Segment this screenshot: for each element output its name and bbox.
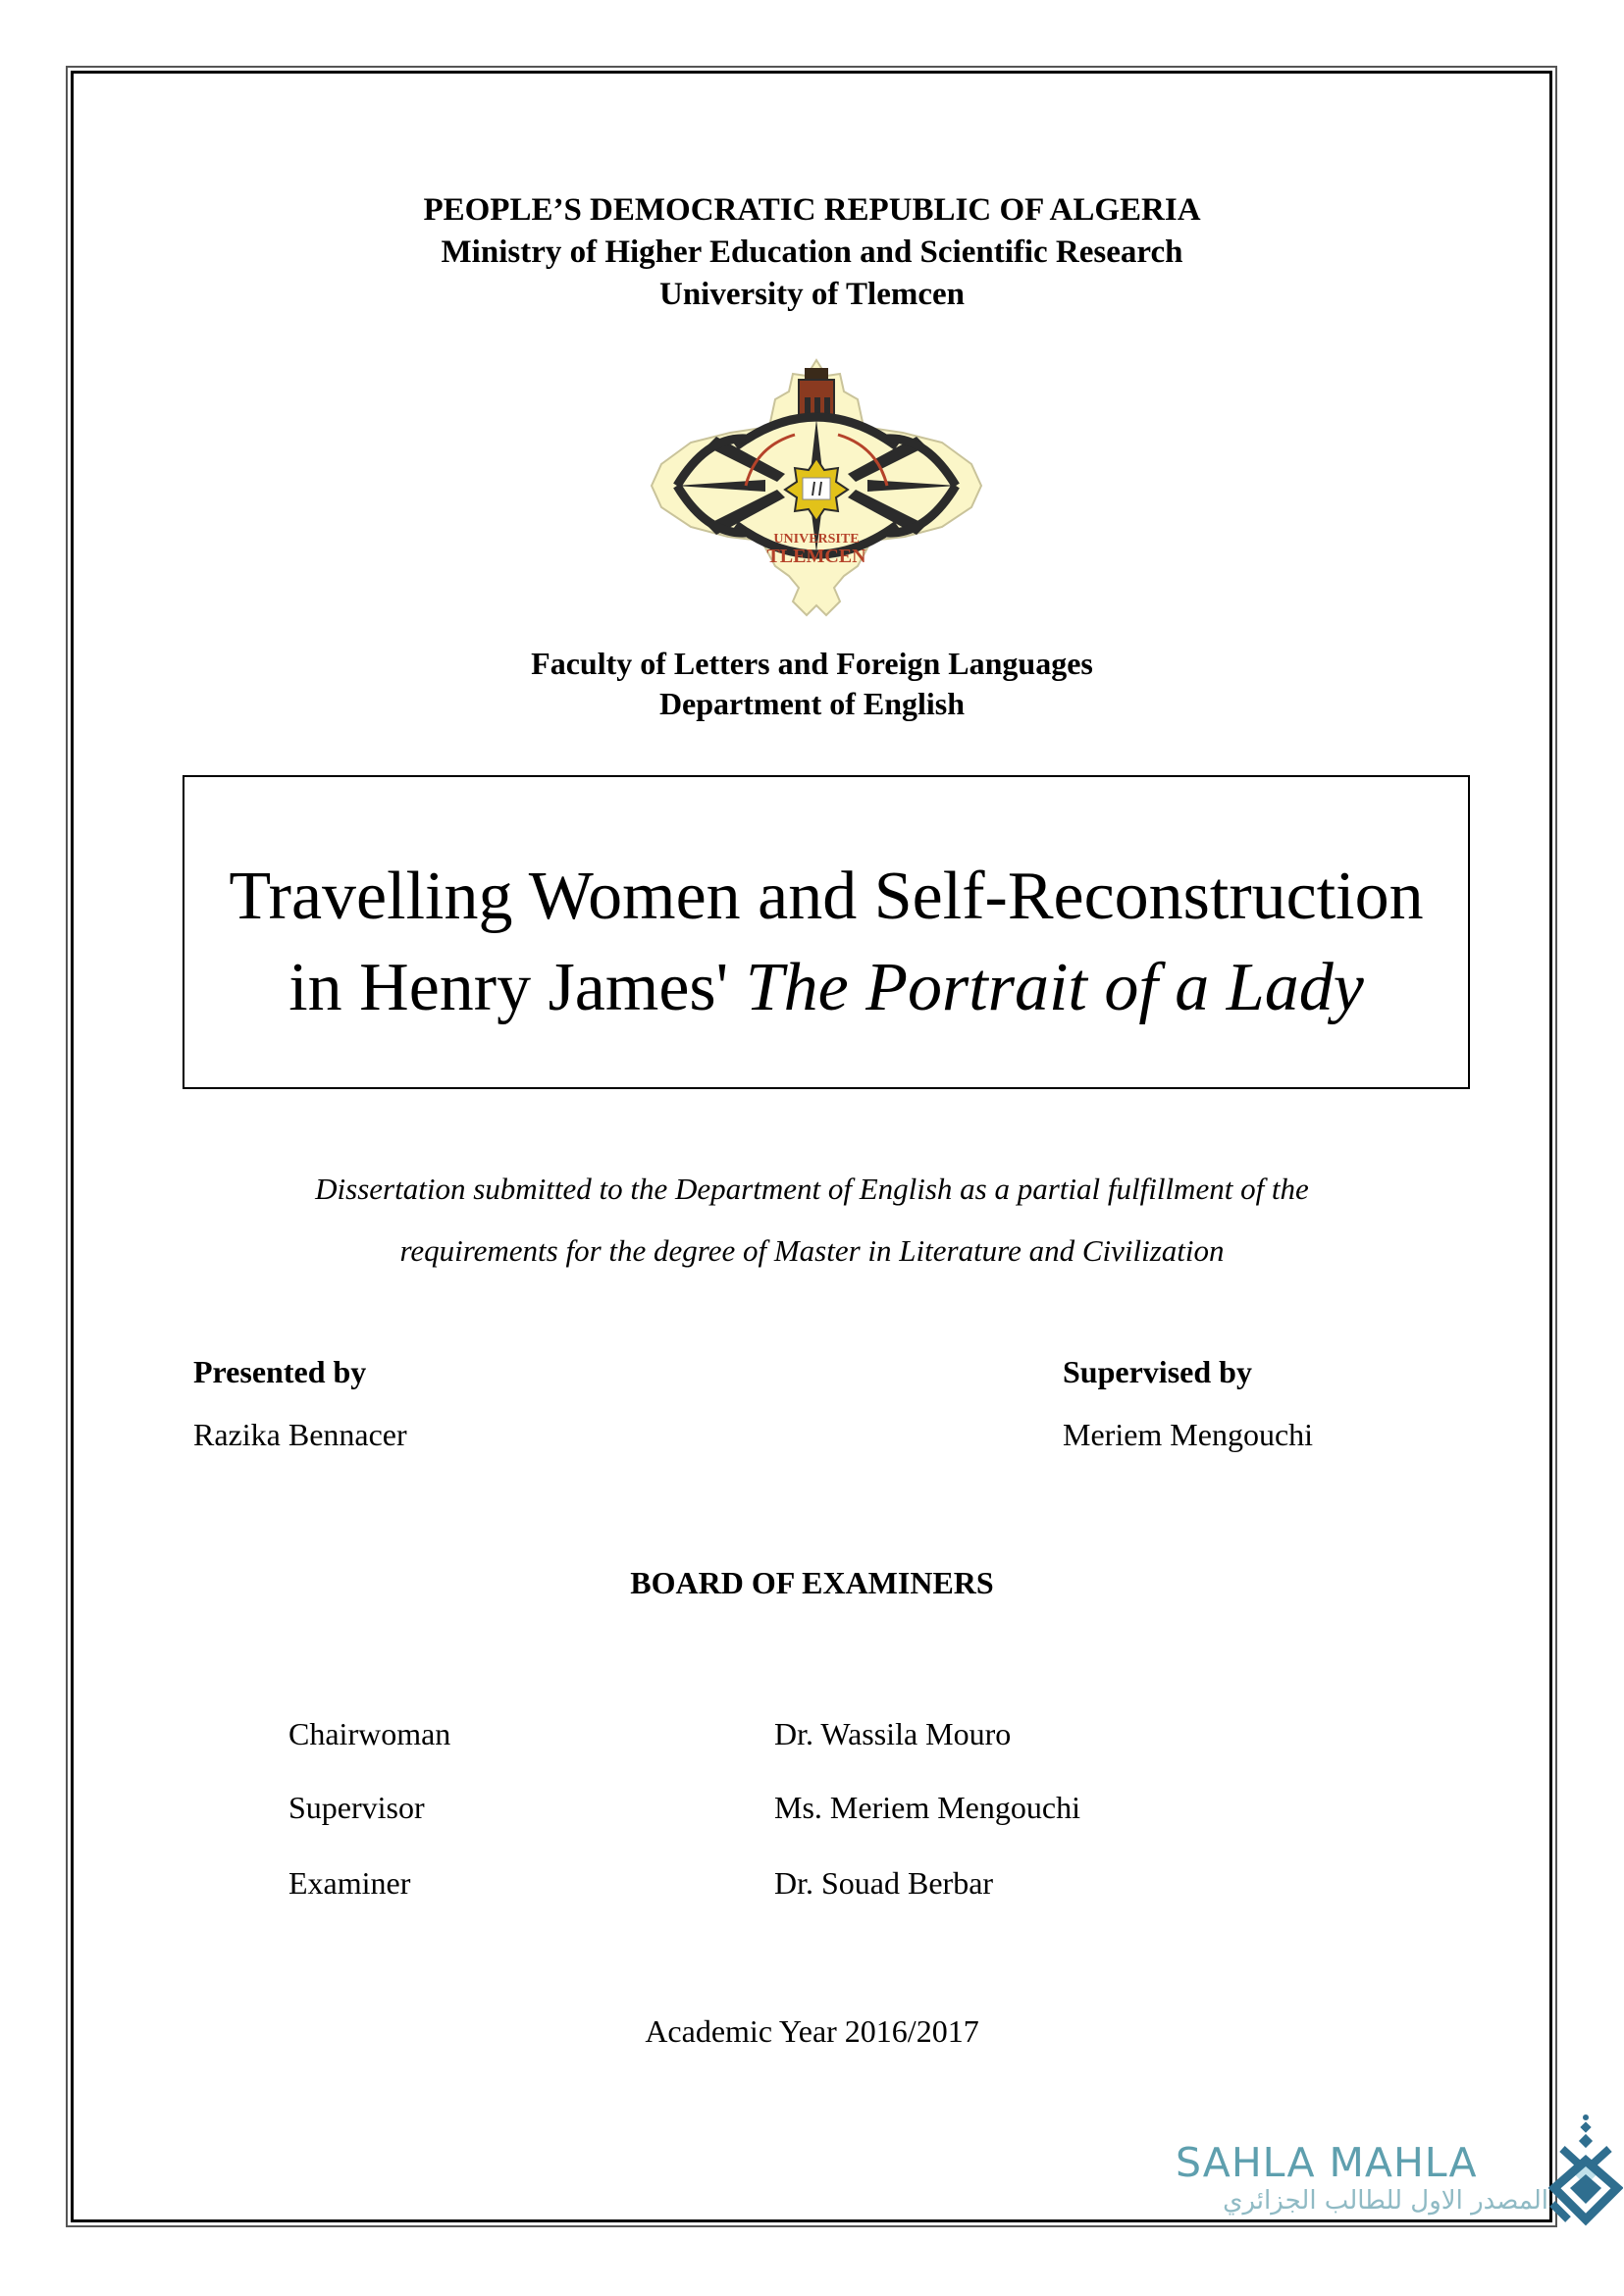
dissertation-statement-line-1: Dissertation submitted to the Department of English as a partial fulfillment of the bbox=[315, 1172, 1309, 1206]
svg-text:TLEMCEN: TLEMCEN bbox=[766, 546, 866, 567]
presented-by-label: Presented by bbox=[193, 1354, 367, 1389]
board-role: Examiner bbox=[288, 1865, 411, 1901]
title-line-1: Travelling Women and Self-Reconstruction bbox=[229, 859, 1424, 934]
sahla-mahla-watermark bbox=[1176, 2139, 1552, 2227]
student-name: Razika Bennacer bbox=[193, 1417, 407, 1452]
board-member-name: Dr. Wassila Mouro bbox=[774, 1716, 1012, 1751]
title-line-2 bbox=[184, 949, 1468, 1027]
board-member-name: Dr. Souad Berbar bbox=[774, 1865, 994, 1901]
watermark-arabic-tagline: المصدر الاول للطالب الجزائري bbox=[1223, 2186, 1548, 2216]
supervised-by-label: Supervised by bbox=[1063, 1354, 1252, 1389]
ministry-heading: Ministry of Higher Education and Scientific Research bbox=[441, 235, 1183, 270]
university-logo-icon bbox=[648, 348, 986, 618]
svg-text:UNIVERSITE: UNIVERSITE bbox=[773, 532, 860, 547]
board-role: Supervisor bbox=[288, 1790, 425, 1825]
department-name: Department of English bbox=[658, 686, 966, 721]
university-heading: University of Tlemcen bbox=[658, 277, 965, 312]
board-member-name: Ms. Meriem Mengouchi bbox=[774, 1790, 1080, 1825]
book-title: The Portrait of a Lady bbox=[745, 950, 1364, 1025]
sahla-mahla-emblem-icon bbox=[1548, 2110, 1623, 2227]
country-heading: PEOPLE’S DEMOCRATIC REPUBLIC OF ALGERIA bbox=[423, 192, 1201, 228]
dissertation-statement-line-2: requirements for the degree of Master in Literature and Civilization bbox=[399, 1233, 1225, 1268]
supervisor-name: Meriem Mengouchi bbox=[1063, 1417, 1314, 1452]
faculty-name: Faculty of Letters and Foreign Languages bbox=[531, 646, 1093, 681]
academic-year: Academic Year 2016/2017 bbox=[645, 2013, 979, 2049]
board-role: Chairwoman bbox=[288, 1716, 451, 1751]
dissertation-title-box bbox=[183, 775, 1470, 1089]
board-heading: BOARD OF EXAMINERS bbox=[630, 1565, 994, 1600]
watermark-name: SAHLA MAHLA bbox=[1176, 2139, 1478, 2186]
title-prefix: in Henry James' bbox=[288, 950, 746, 1025]
